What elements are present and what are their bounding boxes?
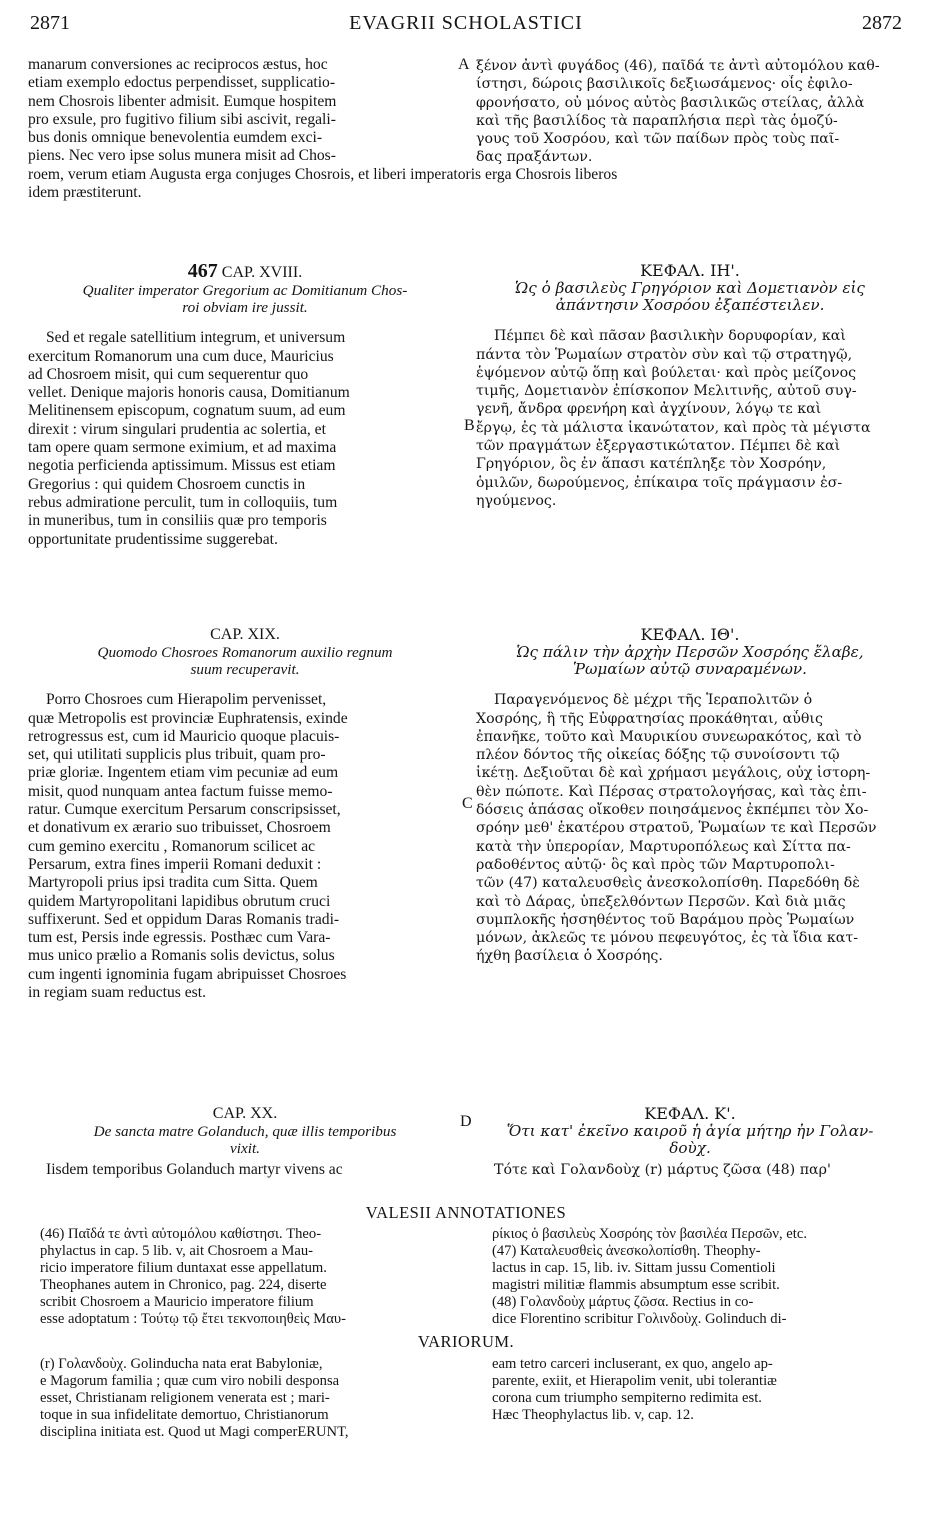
full-width-continuation [28, 166, 904, 203]
text-line: direxit : virum singulari prudentia ac solertia, et [28, 420, 326, 438]
chapter-title [28, 1123, 462, 1157]
margin-letter-b: B [464, 417, 475, 434]
text-line: Melitinensem episcopum, cognatum suum, ad eum [28, 402, 346, 420]
text-line: ἱκέτῃ. Δεξιοῦται δὲ καὶ χρήμασι μεγάλοις, οὐχ ἱστορη- [476, 765, 871, 782]
text-line: scribit Chosroem a Mauricio imperatore filium [40, 1294, 314, 1310]
text-line: ratur. Cumque exercitum Persarum conscripsisset, [28, 801, 341, 819]
text-line: vixit. [230, 1140, 260, 1158]
text-line: ricio imperatore filium duntaxat esse appellatum. [40, 1260, 327, 1276]
text-line: Hæc Theophylactus lib. v, cap. 12. [492, 1407, 694, 1423]
text-line: cum ingenti ignominia fugam abripuisset Chosroes [28, 965, 347, 983]
text-line: ηγούμενος. [476, 492, 557, 509]
text-line: σρόην μεθ' ἑκατέρου στρατοῦ, Ῥωμαίων τε καὶ Περσῶν [476, 820, 877, 837]
text-line: cum gemino exercitu , Romanorum scilicet ac [28, 837, 316, 855]
text-line: φρονήσατο, οὐ μόνος αὐτὸς βασιλικῶς στείλας, ἀλλὰ [476, 94, 865, 111]
margin-letter-c: C [462, 795, 473, 812]
text-line: τῶν (47) καταλευσθεὶς ἀνεσκολοπίσθη. Παρεδόθη δὲ [476, 875, 860, 892]
text-line: exercitum Romanorum una cum duce, Mauricius [28, 347, 334, 365]
text-line: in regiam suam reductus est. [28, 984, 206, 1002]
text-line: set, qui utilitati supplicis plus tribuit, quam pro- [28, 746, 326, 764]
text-line: Gregorius : qui quidem Chosroem cunctis in [28, 475, 306, 493]
text-line: tum est, Persis inde egressis. Posthæc cum Vara- [28, 929, 331, 947]
running-header [30, 12, 902, 36]
chapter-title [28, 644, 462, 678]
text-line: suffixerunt. Sed et oppidum Daras Romanis tradi- [28, 910, 340, 928]
chapter-body [28, 329, 462, 549]
text-line: ἐπανῆκε, τοῦτο καὶ Μαυρικίου συνεωρακότος, καὶ τὸ [476, 728, 862, 745]
variorum-notes-right [492, 1356, 904, 1424]
chapter-heading: ΚΕΦΑΛ. Κ'. [644, 1104, 736, 1123]
text-line: Porro Chosroes cum Hierapolim pervenisset, [46, 691, 327, 709]
text-line: τῶν πραγμάτων ἐξεργαστικώτατον. Πέμπει δὲ καὶ [476, 438, 841, 455]
text-line: συμπλοκῆς ἡσσηθέντος τοῦ Βαράμου πρὸς Ῥωμαίων [476, 911, 855, 928]
text-line: Παραγενόμενος δὲ μέχρι τῆς Ἱεραπολιτῶν ὁ [494, 692, 813, 709]
text-line: parente, exiit, et Hierapolim venit, ubi tolerantiæ [492, 1373, 777, 1389]
text-line: idem præstiterunt. [28, 184, 142, 202]
text-line: De sancta matre Golanduch, quæ illis temporibus [93, 1123, 397, 1141]
text-line: roem, verum etiam Augusta erga conjuges Chosrois, et liberi imperatoris erga Chosrois liberos [28, 166, 618, 183]
chapter-heading: CAP. XIX. [210, 626, 280, 643]
text-line: ad Chosroem misit, qui cum sequerentur quo [28, 365, 309, 383]
text-line: vellet. Denique majoris honoris causa, Domitianum [28, 384, 350, 402]
text-line: (r) Γολανδοὺχ. Golinducha nata erat Babyloniæ, [40, 1356, 323, 1372]
chapter-20-latin [28, 1105, 462, 1180]
text-line: eam tetro carceri incluserant, ex quo, angelo ap- [492, 1356, 773, 1372]
text-line: ίστησι, δώροις βασιλικοῖς δεξιωσάμενος· οἷς ἐφιλο- [476, 76, 853, 93]
text-line: δοὺχ. [669, 1140, 711, 1158]
text-line: (46) Παῖδά τε ἀντὶ αὐτομόλου καθίστησι. Theo- [40, 1226, 322, 1242]
text-line: priæ gloriæ. Ingentem etiam vim pecuniæ ad eum [28, 764, 339, 782]
text-line: θὲν πώποτε. Καὶ Πέρσας στρατολογήσας, καὶ τὰς ἐπι- [476, 783, 867, 800]
text-line: ὁμιλῶν, δωρούμενος, ἐπίκαιρα τοῖς πράγμασιν ἐσ- [476, 474, 843, 491]
chapter-body [28, 1161, 462, 1179]
text-line: Persarum, extra fines imperii Romani deduxit : [28, 855, 322, 873]
text-line: Martyropoli prius ipsi tradita cum Sitta. Quem [28, 874, 318, 892]
text-line: esse adoptatum : Τούτῳ τῷ ἔτει τεκνοποιηθεὶς Μαυ- [40, 1311, 346, 1327]
page-number-left: 2871 [30, 12, 70, 34]
text-line: ξένον ἀντὶ φυγάδος (46), παῖδά τε ἀντὶ αὐτομόλου καθ- [476, 58, 880, 74]
text-line: etiam exemplo edoctus perpendisset, supplicatio- [28, 74, 336, 92]
chapter-heading: ΚΕΦΑΛ. ΙΘ'. [640, 625, 740, 644]
chapter-19-latin [28, 626, 462, 1002]
chapter-19-greek [476, 626, 904, 966]
chapter-body [476, 1161, 904, 1179]
text-line: Πέμπει δὲ καὶ πᾶσαν βασιλικὴν δορυφορίαν, καὶ [494, 328, 846, 345]
margin-letter-d: D [460, 1113, 472, 1130]
text-line: πάντα τὸν Ῥωμαίων στρατὸν σὺν καὶ τῷ στρατηγῷ, [476, 346, 853, 363]
text-line: Τότε καὶ Γολανδοὺχ (r) μάρτυς ζῶσα (48) παρ' [494, 1162, 831, 1179]
text-line: quæ Metropolis est provinciæ Euphratensis, exinde [28, 709, 348, 727]
text-line: opportunitate prudentissime suggerebat. [28, 530, 278, 548]
running-title: EVAGRII SCHOLASTICI [349, 12, 583, 34]
valesii-notes-left [40, 1226, 462, 1328]
text-line: ἔργῳ, ἐς τὰ μάλιστα ἱκανώτατον, καὶ πρὸς τὰ μέγιστα [476, 419, 871, 436]
text-line: manarum conversiones ac reciprocos æstus, hoc [28, 56, 328, 73]
variorum-notes-left [40, 1356, 462, 1441]
text-line: rebus admiratione perculit, tum in colloquiis, tum [28, 493, 338, 511]
text-line: et donativum ex ærario suo tribuisset, Chosroem [28, 819, 331, 837]
page-number-right: 2872 [862, 12, 902, 34]
text-line: Ὅτι κατ' ἐκεῖνο καιροῦ ἡ ἁγία μήτηρ ἦν Γολαν- [506, 1123, 874, 1141]
chapter-heading: CAP. XX. [212, 1105, 278, 1122]
text-line: Qualiter imperator Gregorium ac Domitianum Chos- [82, 282, 408, 300]
text-line: toque in sua infidelitate demortuo, Christianorum [40, 1407, 329, 1423]
text-line: (48) Γολανδοὺχ μάρτυς ζῶσα. Rectius in co- [492, 1294, 754, 1310]
text-line: πλέον δόντος τῆς οἰκείας δόξης τῷ συνοίσοντι τῷ [476, 747, 840, 764]
text-line: Ὡς πάλιν τὴν ἀρχὴν Περσῶν Χοσρόης ἔλαβε, [516, 644, 864, 662]
chapter-20-greek [476, 1105, 904, 1180]
text-line: Theophanes autem in Chronico, pag. 224, diserte [40, 1277, 327, 1293]
text-line: γενῆ, ἄνδρα φρενήρη καὶ ἀγχίνουν, λόγῳ τε καὶ [476, 401, 822, 418]
text-line: e Magorum familia ; quæ cum viro nobili desponsa [40, 1373, 340, 1389]
column-number: 467 [187, 260, 218, 282]
chapter-title [476, 1123, 904, 1157]
text-line: pro exsule, pro fugitivo filium sibi ascivit, regali- [28, 110, 336, 128]
text-line: quidem Martyropolitani lapidibus obrutum cruci [28, 892, 331, 910]
chapter-title [476, 280, 904, 314]
text-line: roi obviam ire jussit. [182, 299, 308, 317]
chapter-18-greek [476, 262, 904, 510]
text-line: δας πραξάντων. [476, 149, 593, 166]
latin-continuation [28, 56, 462, 166]
text-line: μόνων, ἀκλεῶς τε μόνου πεφευγότος, ἐς τὰ ἴδια κατ- [476, 930, 859, 947]
valesii-notes-right [492, 1226, 904, 1328]
text-line: καὶ τῆς βασιλίδος τὰ παραπλήσια περὶ τὰς ὁμοζύ- [476, 112, 838, 129]
text-line: Χοσρόης, ἣ τῆς Εὐφρατησίας προκάθηται, αὖθις [476, 710, 823, 727]
text-line: Sed et regale satellitium integrum, et universum [46, 329, 346, 347]
chapter-heading: 467 CAP. XVIII. [187, 260, 303, 282]
chapter-body [476, 327, 904, 510]
text-line: corona cum triumpho sempiterno redimita est. [492, 1390, 762, 1406]
text-line: esset, Christianam religionem venerata est ; mari- [40, 1390, 330, 1406]
chapter-body [476, 691, 904, 965]
chapter-heading: ΚΕΦΑΛ. ΙΗ'. [640, 261, 740, 280]
margin-letter-a: A [458, 56, 470, 73]
text-line: δόσεις ἁπάσας οἴκοθεν ποιησάμενος ἐκπέμπει τὸν Χο- [476, 802, 869, 819]
text-line: disciplina initiata est. Quod ut Magi comperERUNT, [40, 1424, 349, 1440]
chapter-title [476, 644, 904, 678]
text-line: ραδοθέντος αὐτῷ· ὃς καὶ πρὸς τῶν Μαρτυροπολι- [476, 856, 835, 873]
text-line: κατὰ τὴν ὑπερορίαν, Μαρτυροπόλεως καὶ Σίττα πα- [476, 838, 851, 855]
text-line: ήχθη βασίλεια ὁ Χοσρόης. [476, 948, 663, 965]
text-line: lactus in cap. 15, lib. iv. Sittam jussu Comentioli [492, 1260, 776, 1276]
text-line: Iisdem temporibus Golanduch martyr vivens ac [46, 1161, 343, 1179]
valesii-heading: VALESII ANNOTATIONES [365, 1203, 567, 1222]
text-line: Γρηγόριον, ὃς ἐν ἅπασι κατέπληξε τὸν Χοσρόην, [476, 456, 827, 473]
text-line: in muneribus, tum in consiliis quæ pro temporis [28, 512, 327, 530]
text-line: Quomodo Chosroes Romanorum auxilio regnum [97, 644, 393, 662]
chapter-title [28, 282, 462, 316]
variorum-heading: VARIORUM. [417, 1332, 515, 1351]
text-line: τιμῆς, Δομετιανὸν ἐπίσκοπον Μελιτινῆς, αὐτοῦ συγ- [476, 383, 857, 400]
text-line: Ὡς ὁ βασιλεὺς Γρηγόριον καὶ Δομετιανὸν εἰς [515, 280, 865, 298]
chapter-18-latin [28, 262, 462, 549]
text-line: ἀπάντησιν Χοσρόου ἐξαπέστειλεν. [555, 297, 825, 315]
text-line: negotia perficienda aptissimum. Missus est etiam [28, 457, 336, 475]
text-line: ἑψόμενον αὐτῷ ὅπῃ καὶ βούλεται· καὶ πρὸς μείζονος [476, 364, 857, 381]
text-line: retrogressus est, cum id Mauricio quoque placuis- [28, 727, 340, 745]
text-line: bus donis omnique benevolentia eumdem exci- [28, 129, 323, 147]
text-line: tam opere quam sermone eximium, et ad maxima [28, 439, 337, 457]
text-line: magistri militiæ flammis absumptum esse scribit. [492, 1277, 780, 1293]
text-line: dice Florentino scribitur Γολινδοὺχ. Golinduch di- [492, 1311, 787, 1327]
text-line: nem Chosrois libenter admisit. Eumque hospitem [28, 92, 337, 110]
text-line: misit, quod nunquam antea factum fuisse memo- [28, 782, 333, 800]
text-line: phylactus in cap. 5 lib. v, ait Chosroem a Mau- [40, 1243, 314, 1259]
chapter-body [28, 691, 462, 1002]
text-line: γους τοῦ Χοσρόου, καὶ τῶν παίδων πρὸς τοὺς παῖ- [476, 131, 840, 148]
text-line: piens. Nec vero ipse solus munera misit ad Chos- [28, 147, 336, 165]
text-line: suum recuperavit. [190, 661, 300, 679]
text-line: ρίκιος ὁ βασιλεὺς Χοσρόης τὸν βασιλέα Περσῶν, etc. [492, 1226, 807, 1242]
text-line: mus unico prælio a Romanis solis devictus, solus [28, 947, 335, 965]
text-line: καὶ τὸ Δάρας, ὑπεξελθόντων Περσῶν. Καὶ διὰ μιᾶς [476, 893, 846, 910]
text-line: (47) Καταλευσθεὶς ἀνεσκολοπίσθη. Theophy- [492, 1243, 761, 1259]
greek-continuation [476, 57, 904, 167]
text-line: Ῥωμαίων αὐτῷ συναραμένων. [573, 661, 807, 679]
